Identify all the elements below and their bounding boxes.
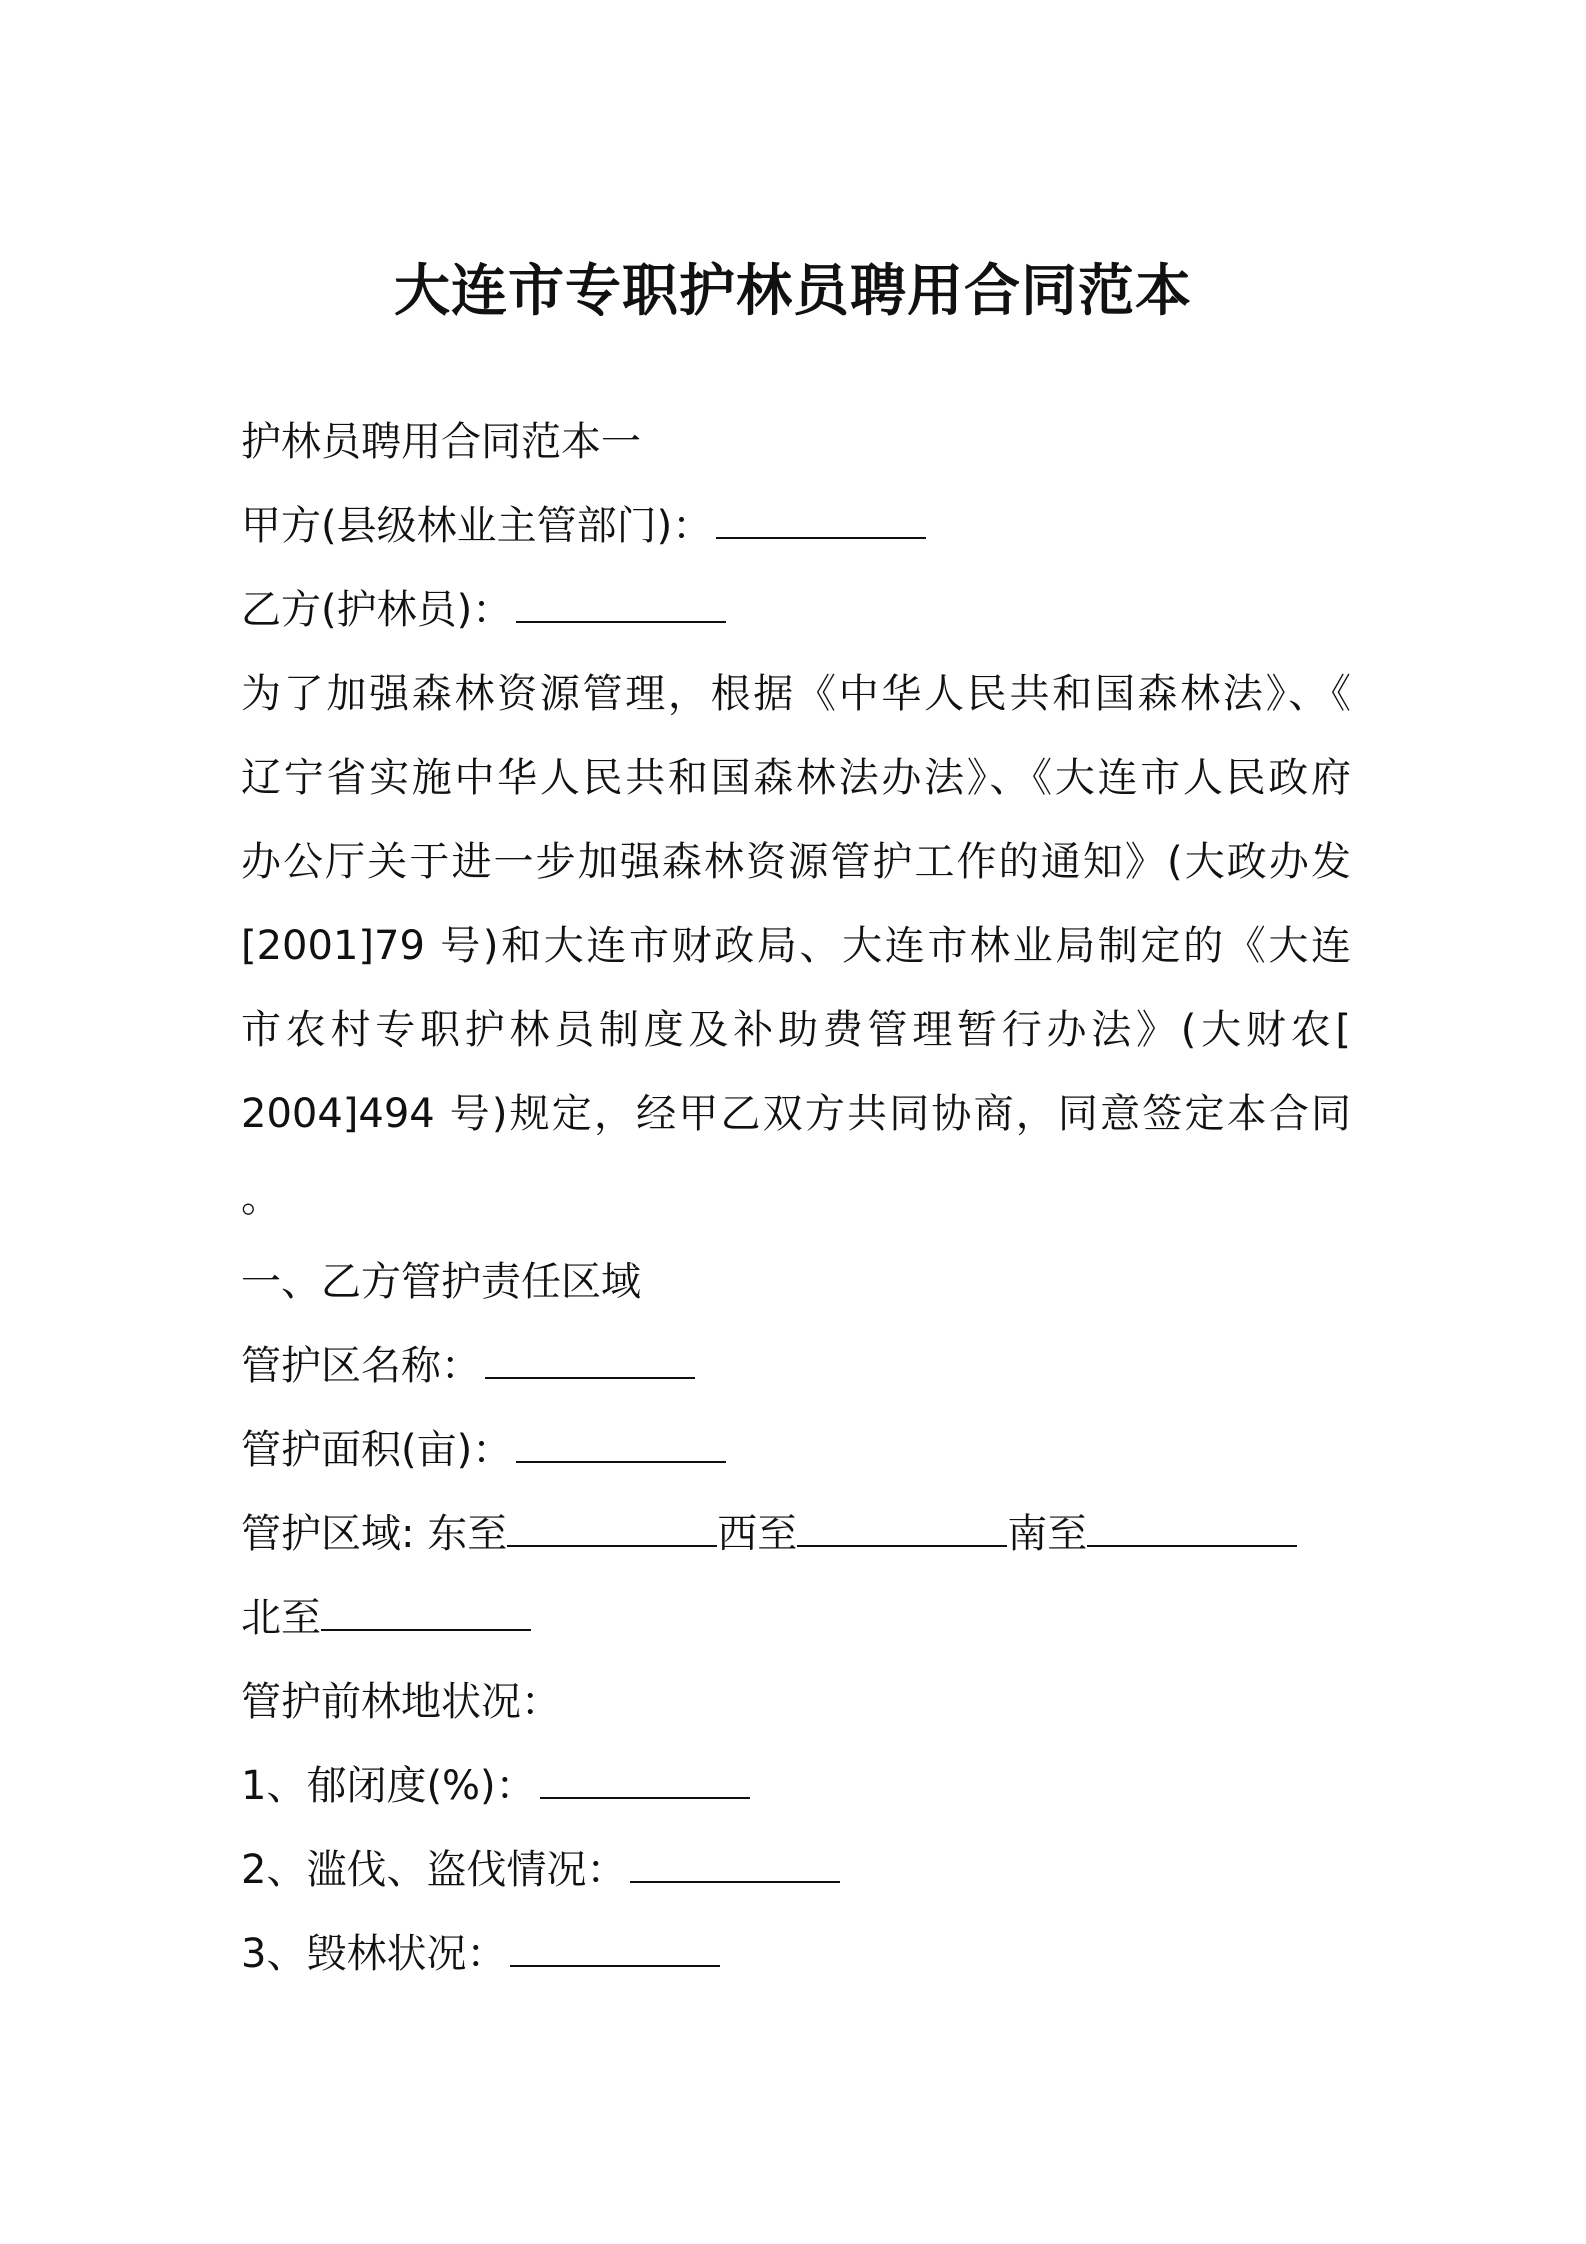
west-label: 西至 xyxy=(717,1511,798,1557)
south-blank[interactable] xyxy=(1087,1511,1297,1547)
area-name-label: 管护区名称： xyxy=(241,1343,481,1389)
intro-line: 为了加强森林资源管理，根据《中华人民共和国森林法》、《 xyxy=(241,671,1351,717)
south-label: 南至 xyxy=(1007,1511,1088,1557)
north-label: 北至 xyxy=(241,1595,321,1641)
deforestation-label: 3、毁林状况： xyxy=(241,1931,507,1977)
area-region-field xyxy=(241,1506,1351,1562)
canopy-blank[interactable] xyxy=(540,1763,750,1799)
intro-line: 。 xyxy=(241,1175,281,1221)
west-blank[interactable] xyxy=(797,1511,1007,1547)
east-label: 管护区域: 东至 xyxy=(241,1511,508,1557)
intro-line: 2004]494 号)规定，经甲乙双方共同协商，同意签定本合同 xyxy=(241,1091,1351,1137)
area-name-field xyxy=(241,1338,1351,1394)
canopy-label: 1、郁闭度(%)： xyxy=(241,1763,536,1809)
party-a-blank[interactable] xyxy=(716,503,926,539)
document-title: 大连市专职护林员聘用合同范本 xyxy=(394,259,1192,324)
logging-blank[interactable] xyxy=(630,1847,840,1883)
north-field xyxy=(241,1590,1351,1646)
deforestation-field xyxy=(241,1926,1351,1982)
section-heading: 一、乙方管护责任区域 xyxy=(241,1259,641,1305)
intro-line: [2001]79 号)和大连市财政局、大连市林业局制定的《大连 xyxy=(241,923,1351,969)
logging-label: 2、滥伐、盗伐情况： xyxy=(241,1847,627,1893)
party-a-label: 甲方(县级林业主管部门)： xyxy=(241,503,713,549)
party-b-label: 乙方(护林员)： xyxy=(241,587,513,633)
party-b-field xyxy=(241,582,1351,638)
subtitle: 护林员聘用合同范本一 xyxy=(241,419,641,465)
area-size-field xyxy=(241,1422,1351,1478)
intro-line: 办公厅关于进一步加强森林资源管护工作的通知》(大政办发 xyxy=(241,839,1351,885)
canopy-field xyxy=(241,1758,1351,1814)
party-a-field xyxy=(241,498,1351,554)
north-blank[interactable] xyxy=(321,1595,531,1631)
area-size-blank[interactable] xyxy=(516,1427,726,1463)
area-size-label: 管护面积(亩)： xyxy=(241,1427,513,1473)
party-b-blank[interactable] xyxy=(516,587,726,623)
east-blank[interactable] xyxy=(507,1511,717,1547)
deforestation-blank[interactable] xyxy=(510,1931,720,1967)
logging-field xyxy=(241,1842,1351,1898)
intro-line: 市农村专职护林员制度及补助费管理暂行办法》(大财农[ xyxy=(241,1007,1351,1053)
forest-status-heading: 管护前林地状况： xyxy=(241,1679,561,1725)
intro-line: 辽宁省实施中华人民共和国森林法办法》、《大连市人民政府 xyxy=(241,755,1351,801)
area-name-blank[interactable] xyxy=(485,1343,695,1379)
